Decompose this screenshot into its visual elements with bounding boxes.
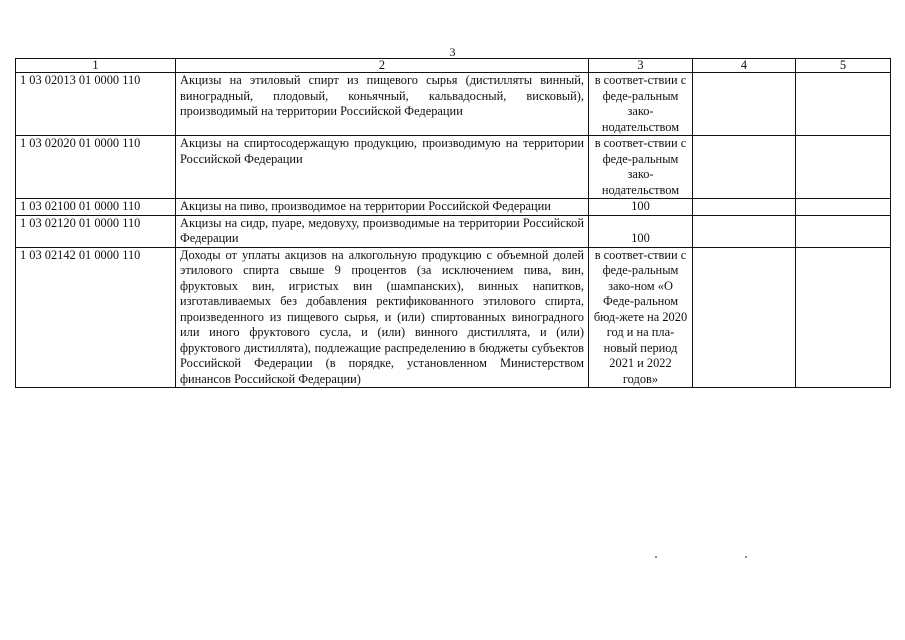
column-header: 5 [796, 59, 891, 73]
column-5-cell [796, 73, 891, 136]
revenue-table [15, 58, 891, 388]
table-row [16, 247, 891, 388]
table-row [16, 73, 891, 136]
page-number: 3 [449, 45, 456, 59]
norm-value-cell: в соответ-ствии с феде-ральным зако-ном «О Феде-ральном бюд-жете на 2020 год и на пла-новый период 2021 и 2022 годов» [589, 247, 693, 388]
table-row [16, 199, 891, 216]
budget-code-cell: 1 03 02100 01 0000 110 [16, 199, 176, 216]
column-5-cell [796, 247, 891, 388]
norm-value-cell: в соответ-ствии с феде-ральным зако-нодательством [589, 136, 693, 199]
revenue-name-cell: Акцизы на сидр, пуаре, медовуху, производимые на территории Российской Федерации [176, 215, 589, 247]
column-5-cell [796, 136, 891, 199]
budget-code-cell: 1 03 02142 01 0000 110 [16, 247, 176, 388]
revenue-name-cell: Акцизы на спиртосодержащую продукцию, производимую на территории Российской Федерации [176, 136, 589, 199]
column-4-cell [693, 247, 796, 388]
column-5-cell [796, 199, 891, 216]
norm-value-cell: 100 [589, 199, 693, 216]
column-header: 1 [16, 59, 176, 73]
revenue-name-cell: Доходы от уплаты акцизов на алкогольную продукцию с объемной долей этилового спирта свыше 9 процентов (за исключением пива, вин, фруктовых вин, игристых вин (шампанских), винных напитков, изготавливаемых без добавления ректификованного этилового спирта, произведенного из пищевого сырья, и (или) спиртованных виноградного или иного фруктового сусла, и (или) винного дистиллята, и (или) фруктового дистиллята), подлежащие распределению в бюджеты субъектов Российской Федерации (в порядке, установленном Министерством финансов Российской Федерации) [176, 247, 589, 388]
norm-value-cell: в соответ-ствии с феде-ральным зако-нодательством [589, 73, 693, 136]
scan-speck [745, 556, 747, 558]
budget-code-cell: 1 03 02120 01 0000 110 [16, 215, 176, 247]
revenue-name-cell: Акцизы на этиловый спирт из пищевого сырья (дистилляты винный, виноградный, плодовый, коньячный, кальвадосный, висковый), производимый на территории Российской Федерации [176, 73, 589, 136]
table-header-row [16, 59, 891, 73]
column-4-cell [693, 136, 796, 199]
scan-speck [655, 556, 657, 558]
column-header: 2 [176, 59, 589, 73]
column-header: 4 [693, 59, 796, 73]
column-4-cell [693, 215, 796, 247]
revenue-name-cell: Акцизы на пиво, производимое на территории Российской Федерации [176, 199, 589, 216]
budget-code-cell: 1 03 02020 01 0000 110 [16, 136, 176, 199]
column-4-cell [693, 199, 796, 216]
table-row [16, 136, 891, 199]
column-4-cell [693, 73, 796, 136]
table-row [16, 215, 891, 247]
column-5-cell [796, 215, 891, 247]
budget-code-cell: 1 03 02013 01 0000 110 [16, 73, 176, 136]
column-header: 3 [589, 59, 693, 73]
norm-value-cell: 100 [589, 215, 693, 247]
